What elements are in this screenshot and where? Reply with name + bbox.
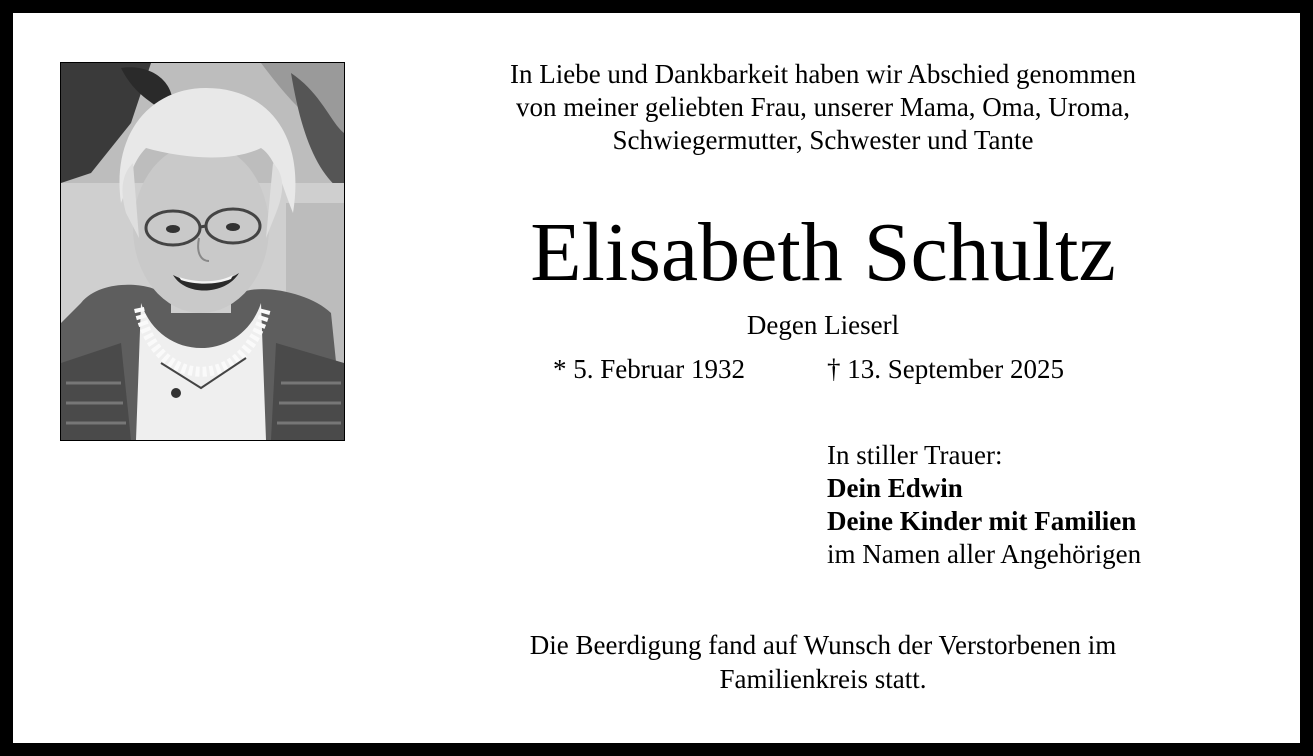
funeral-note-line: Die Beerdigung fand auf Wunsch der Verstorbenen im	[529, 630, 1117, 660]
mourner-others: im Namen aller Angehörigen	[827, 539, 1142, 569]
deceased-name: Elisabeth Schultz	[530, 206, 1116, 299]
funeral-note	[453, 628, 1193, 696]
mourners-heading: In stiller Trauer:	[827, 440, 1003, 470]
mourners-block	[827, 439, 1141, 571]
intro-line: Schwiegermutter, Schwester und Tante	[612, 125, 1034, 155]
deceased-nickname: Degen Lieserl	[746, 310, 900, 340]
funeral-note-line: Familienkreis statt.	[719, 664, 927, 694]
mourner-spouse: Dein Edwin	[827, 473, 963, 503]
intro-line: von meiner geliebten Frau, unserer Mama, Oma, Uroma,	[515, 92, 1131, 122]
portrait-photo	[60, 62, 345, 441]
birth-date: * 5. Februar 1932	[553, 354, 745, 384]
mourner-children: Deine Kinder mit Familien	[827, 506, 1137, 536]
intro-text	[453, 58, 1193, 157]
death-date: † 13. September 2025	[827, 354, 1064, 384]
intro-line: In Liebe und Dankbarkeit haben wir Abschied genommen	[509, 59, 1137, 89]
